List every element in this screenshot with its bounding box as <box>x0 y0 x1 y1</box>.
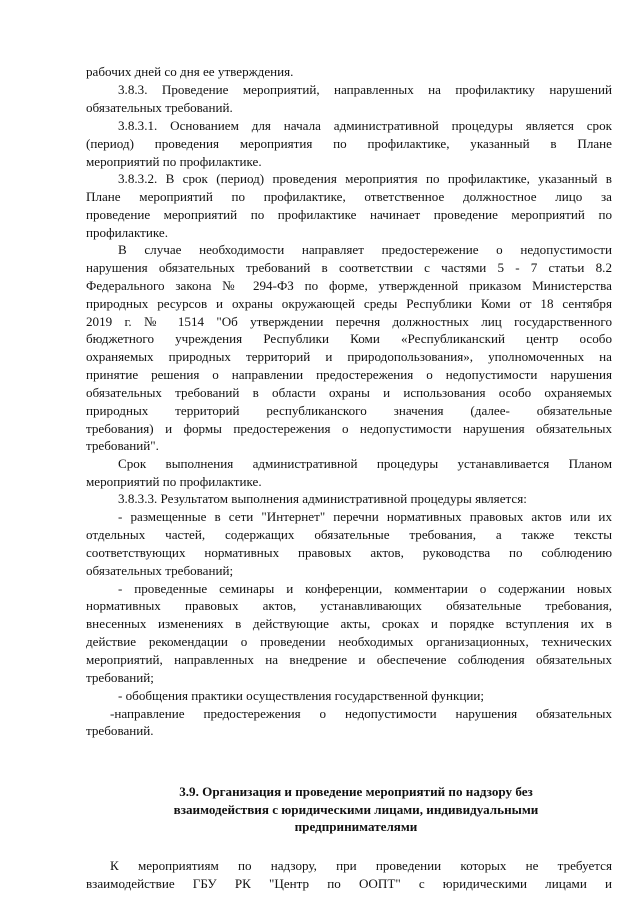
text-line: отдельных частей, содержащих обязательные требования, а также тексты <box>86 527 612 542</box>
text-line: Федерального закона № 294-ФЗ по форме, утвержденной приказом Министерства <box>86 278 612 293</box>
text-line: нарушения обязательных требований в соответствии с частями 5 - 7 статьи 8.2 <box>86 260 612 275</box>
text-line: мероприятий, направленных на внедрение и обеспечение соблюдения обязательных <box>86 652 612 667</box>
text-line: бюджетного учреждения Республики Коми «Республиканский центр особо <box>86 331 612 346</box>
text-line: требования) и формы предостережения о недопустимости нарушения обязательных <box>86 421 612 436</box>
text-line: -направление предостережения о недопустимости нарушения обязательных <box>110 706 612 721</box>
section-heading-line: 3.9. Организация и проведение мероприятий по надзору без <box>179 784 533 799</box>
section-heading-line: предпринимателями <box>294 819 418 834</box>
text-line: 3.8.3. Проведение мероприятий, направленных на профилактику нарушений <box>118 82 612 97</box>
text-line: мероприятий по профилактике. <box>86 474 262 489</box>
text-line: обязательных требований в области охраны и использования особо охраняемых <box>86 385 612 400</box>
text-line: В случае необходимости направляет предостережение о недопустимости <box>118 242 612 257</box>
text-line: взаимодействие ГБУ РК "Центр по ООПТ" с юридическими лицами и <box>86 876 612 891</box>
text-line: Плане мероприятий по профилактике, ответственное должностное лицо за <box>86 189 612 204</box>
text-line: обязательных требований; <box>86 563 234 578</box>
text-line: мероприятий по профилактике. <box>86 154 262 169</box>
text-line: (период) проведения мероприятия по профилактике, указанный в Плане <box>86 136 612 151</box>
text-line: 3.8.3.2. В срок (период) проведения мероприятия по профилактике, указанный в <box>118 171 612 186</box>
text-line: действие рекомендации о проведении необходимых организационных, технических <box>86 634 612 649</box>
text-line: К мероприятиям по надзору, при проведении которых не требуется <box>110 858 612 873</box>
text-line: - проведенные семинары и конференции, комментарии о содержании новых <box>118 581 612 596</box>
text-line: требований; <box>86 670 154 685</box>
text-line: профилактике. <box>86 225 168 240</box>
text-line: 2019 г. № 1514 "Об утверждении перечня должностных лиц государственного <box>86 314 612 329</box>
text-line: Срок выполнения административной процедуры устанавливается Планом <box>118 456 612 471</box>
text-line: внесенных изменениях в действующие акты, сроках и порядке вступления их в <box>86 616 612 631</box>
text-line: 3.8.3.3. Результатом выполнения административной процедуры является: <box>118 491 527 506</box>
text-line: нормативных правовых актов, устанавливающих обязательные требования, <box>86 598 612 613</box>
text-line: 3.8.3.1. Основанием для начала административной процедуры является срок <box>118 118 612 133</box>
text-line: проведение мероприятий по профилактике начинает проведение мероприятий по <box>86 207 612 222</box>
text-line: охраняемых природных территорий и природопользования», уполномоченных на <box>86 349 612 364</box>
text-line: - размещенные в сети "Интернет" перечни нормативных правовых актов или их <box>118 509 612 524</box>
text-line: требований". <box>86 438 159 453</box>
text-line: обязательных требований. <box>86 100 233 115</box>
text-line: рабочих дней со дня ее утверждения. <box>86 64 294 79</box>
text-line: природных территорий республиканского значения (далее- обязательные <box>86 403 612 418</box>
text-line: природных ресурсов и охраны окружающей среды Республики Коми от 18 сентября <box>86 296 612 311</box>
text-line: - обобщения практики осуществления государственной функции; <box>118 688 484 703</box>
section-heading-line: взаимодействия с юридическими лицами, индивидуальными <box>173 802 539 817</box>
text-line: соответствующих нормативных правовых актов, руководства по соблюдению <box>86 545 612 560</box>
text-line: требований. <box>86 723 154 738</box>
text-line: принятие решения о направлении предостережения о недопустимости нарушения <box>86 367 612 382</box>
